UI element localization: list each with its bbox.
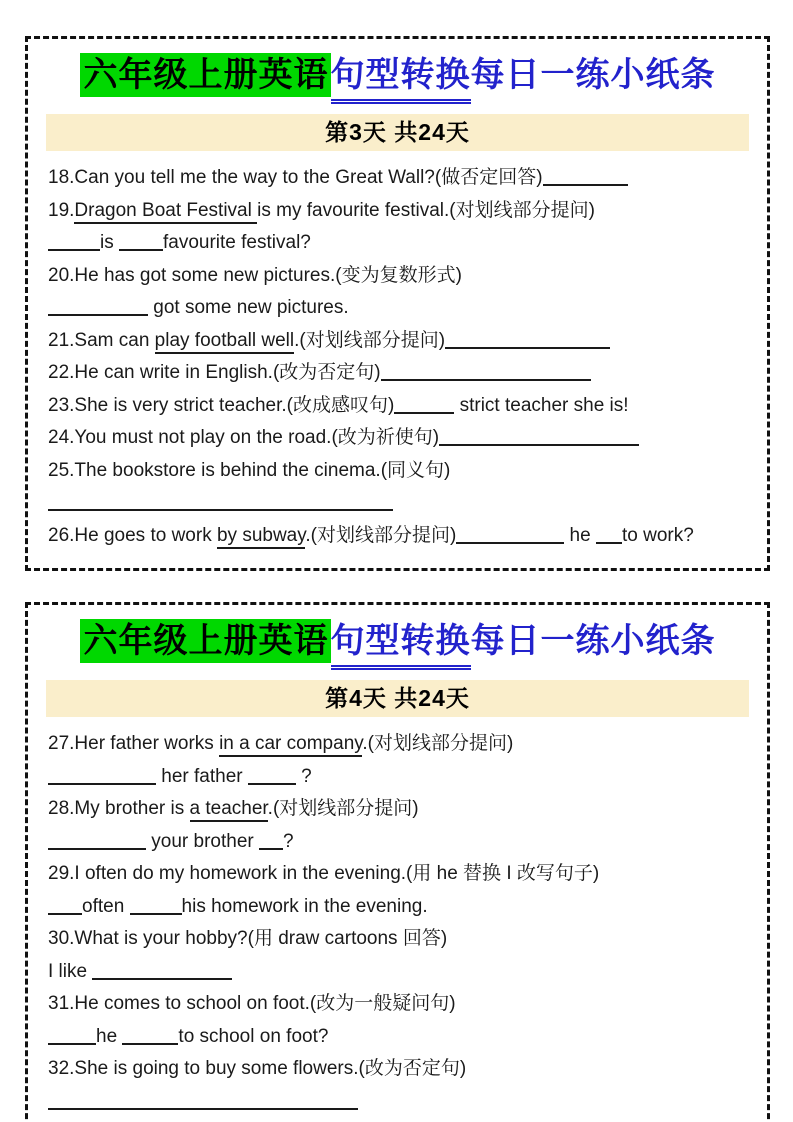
question-line (48, 1053, 747, 1086)
answer-blank (394, 395, 454, 414)
answer-blank (248, 766, 296, 785)
question-text: 19. (48, 199, 75, 221)
question-line (48, 520, 747, 553)
underlined-phrase: play football well (155, 330, 294, 354)
answer-blank (48, 1026, 96, 1045)
worksheet-card-day4 (25, 602, 770, 1122)
question-line (48, 1086, 747, 1119)
question-text: to work? (621, 524, 694, 546)
underlined-phrase: a teacher (190, 798, 268, 822)
question-list (28, 151, 767, 552)
question-line (48, 487, 747, 520)
question-line (48, 390, 747, 423)
question-line (48, 357, 747, 390)
answer-blank (48, 1091, 358, 1110)
question-list (28, 717, 767, 1118)
question-text: 21.Sam can (48, 329, 155, 351)
question-text: 29.I often do my homework in the evening.(用 he 替换 I 改写句子) (48, 863, 600, 885)
answer-blank (48, 896, 82, 915)
question-text: his homework in the evening. (181, 895, 428, 917)
question-text: 30.What is your hobby?(用 draw cartoons 回答) (48, 928, 448, 950)
answer-blank (48, 492, 393, 511)
question-line (48, 988, 747, 1021)
answer-blank (381, 362, 591, 381)
title-highlight: 六年级上册英语 (80, 53, 331, 97)
worksheet-title (28, 619, 767, 670)
answer-blank (130, 896, 182, 915)
question-text: 28.My brother is (48, 798, 190, 820)
underlined-phrase: by subway (217, 525, 305, 549)
question-line (48, 227, 747, 260)
answer-blank (456, 525, 564, 544)
question-text: 24.You must not play on the road.(改为祈使句) (48, 427, 440, 449)
answer-blank (122, 1026, 178, 1045)
question-line (48, 923, 747, 956)
answer-blank (48, 297, 148, 316)
question-line (48, 891, 747, 924)
question-line (48, 826, 747, 859)
answer-blank (543, 167, 628, 186)
question-text: her father (156, 765, 248, 787)
answer-blank (48, 831, 146, 850)
day-banner: 第4天 共24天 (46, 680, 749, 717)
answer-blank (596, 525, 622, 544)
question-text: strict teacher she is! (454, 394, 629, 416)
title-rest: 每日一练小纸条 (470, 622, 716, 661)
question-text: favourite festival? (163, 232, 311, 254)
question-text: 27.Her father works (48, 733, 220, 755)
question-text: often (82, 895, 130, 917)
answer-blank (259, 831, 283, 850)
answer-blank (439, 427, 639, 446)
question-text: 26.He goes to work (48, 524, 217, 546)
question-text: 22.He can write in English.(改为否定句) (48, 362, 381, 384)
question-text: your brother (146, 830, 259, 852)
question-line (48, 422, 747, 455)
question-text: to school on foot? (178, 1025, 329, 1047)
question-line (48, 858, 747, 891)
question-line (48, 793, 747, 826)
question-text: is my favourite festival.(对划线部分提问) (257, 199, 595, 221)
answer-blank (48, 766, 156, 785)
question-text: 32.She is going to buy some flowers.(改为否定句) (48, 1058, 467, 1080)
question-text: he (564, 524, 596, 546)
question-line (48, 292, 747, 325)
underlined-phrase: Dragon Boat Festival (74, 200, 257, 224)
question-text: he (96, 1025, 123, 1047)
question-text: .(对划线部分提问) (305, 524, 457, 546)
answer-blank (92, 961, 232, 980)
question-text: 18.Can you tell me the way to the Great Wall?(做否定回答) (48, 167, 543, 189)
question-text: ? (283, 830, 294, 852)
answer-blank (445, 330, 610, 349)
question-text: .(对划线部分提问) (362, 733, 514, 755)
question-text: got some new pictures. (148, 297, 349, 319)
question-line (48, 728, 747, 761)
question-line (48, 956, 747, 989)
question-line (48, 761, 747, 794)
title-highlight: 六年级上册英语 (80, 619, 331, 663)
question-line (48, 455, 747, 488)
title-rest: 每日一练小纸条 (470, 56, 716, 94)
question-line (48, 260, 747, 293)
question-text: I like (48, 960, 93, 982)
title-underlined: 句型转换 (331, 53, 471, 104)
question-line (48, 325, 747, 358)
question-text: 31.He comes to school on foot.(改为一般疑问句) (48, 993, 456, 1015)
underlined-phrase: in a car company (219, 733, 362, 757)
question-text: 23.She is very strict teacher.(改成感叹句) (48, 394, 395, 416)
worksheet-title (28, 53, 767, 104)
question-text: .(对划线部分提问) (294, 329, 446, 351)
answer-blank (119, 232, 163, 251)
question-line (48, 162, 747, 195)
question-text: .(对划线部分提问) (267, 798, 419, 820)
title-underlined: 句型转换 (331, 619, 471, 670)
question-text: ? (295, 765, 312, 787)
worksheet-card-day3 (25, 36, 770, 571)
question-line (48, 195, 747, 228)
day-banner: 第3天 共24天 (46, 114, 749, 151)
question-text: is (100, 232, 119, 254)
question-text: 25.The bookstore is behind the cinema.(同义句) (48, 459, 451, 481)
question-text: 20.He has got some new pictures.(变为复数形式) (48, 264, 462, 286)
answer-blank (48, 232, 100, 251)
question-line (48, 1021, 747, 1054)
